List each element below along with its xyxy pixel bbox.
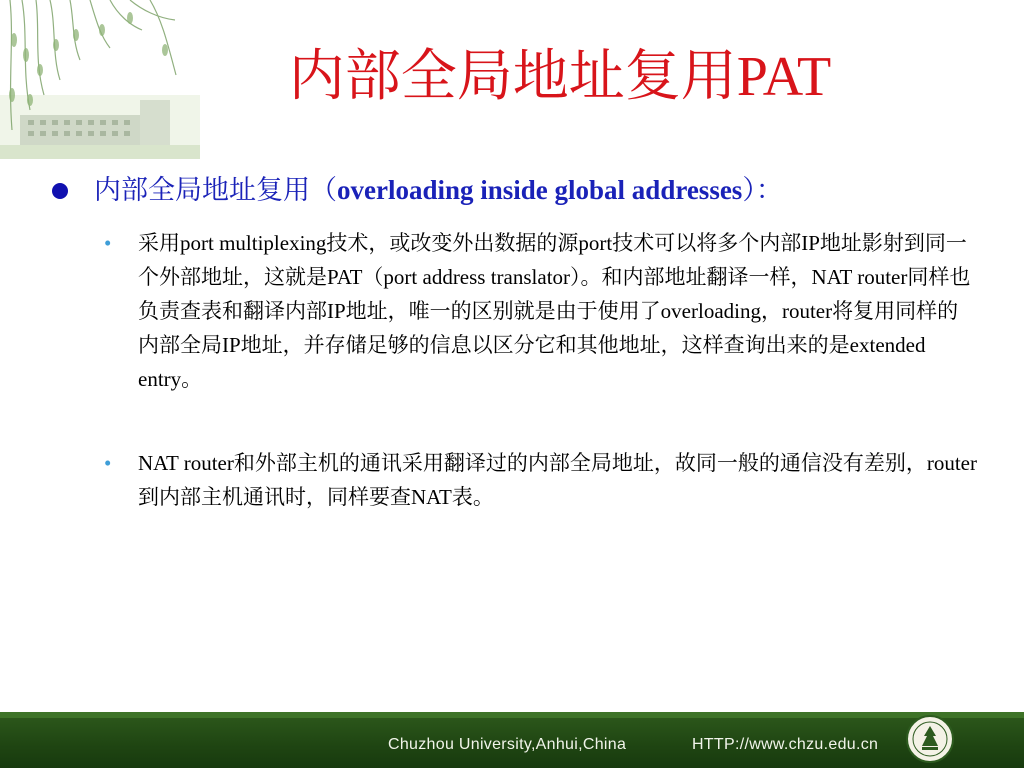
footer-url: HTTP://www.chzu.edu.cn — [692, 736, 879, 753]
slide-title — [200, 42, 920, 112]
level1-bold: overloading inside global addresses — [337, 175, 743, 205]
level1-suffix: ）： — [742, 175, 783, 206]
sub-bullet-2 — [104, 446, 984, 514]
title-latin: PAT — [736, 46, 832, 108]
bullet-icon: • — [104, 231, 112, 255]
sub-bullet-1 — [104, 226, 984, 396]
level1-text — [94, 170, 783, 211]
university-seal-logo-icon — [900, 714, 960, 764]
bullet-dot-icon — [52, 183, 68, 199]
campus-willow-illustration — [0, 0, 210, 175]
bullet-icon: • — [104, 451, 112, 475]
level1-prefix: 内部全局地址复用（ — [94, 175, 337, 206]
footer-university: Chuzhou University,Anhui,China — [388, 736, 627, 753]
title-cjk: 内部全局地址复用 — [288, 44, 737, 109]
footer-band — [0, 712, 1024, 718]
sub-bullet-text: NAT router和外部主机的通讯采用翻译过的内部全局地址，故同一般的通信没有差别，router到内部主机通讯时，同样要查NAT表。 — [138, 451, 977, 509]
footer-bar — [0, 712, 1024, 768]
sub-bullet-text: 采用port multiplexing技术，或改变外出数据的源port技术可以将多个内部IP地址影射到同一个外部地址，这就是PAT（port address translator）。和内部地址翻译一样，NAT router同样也负责查表和翻译内部IP地址，唯一的区别就是由于使用了overloading，router将复用同样的内部全局IP地址，并存储足够的信息以区分它和其他地址，这样查询出来的是extended entry。 — [138, 231, 971, 391]
